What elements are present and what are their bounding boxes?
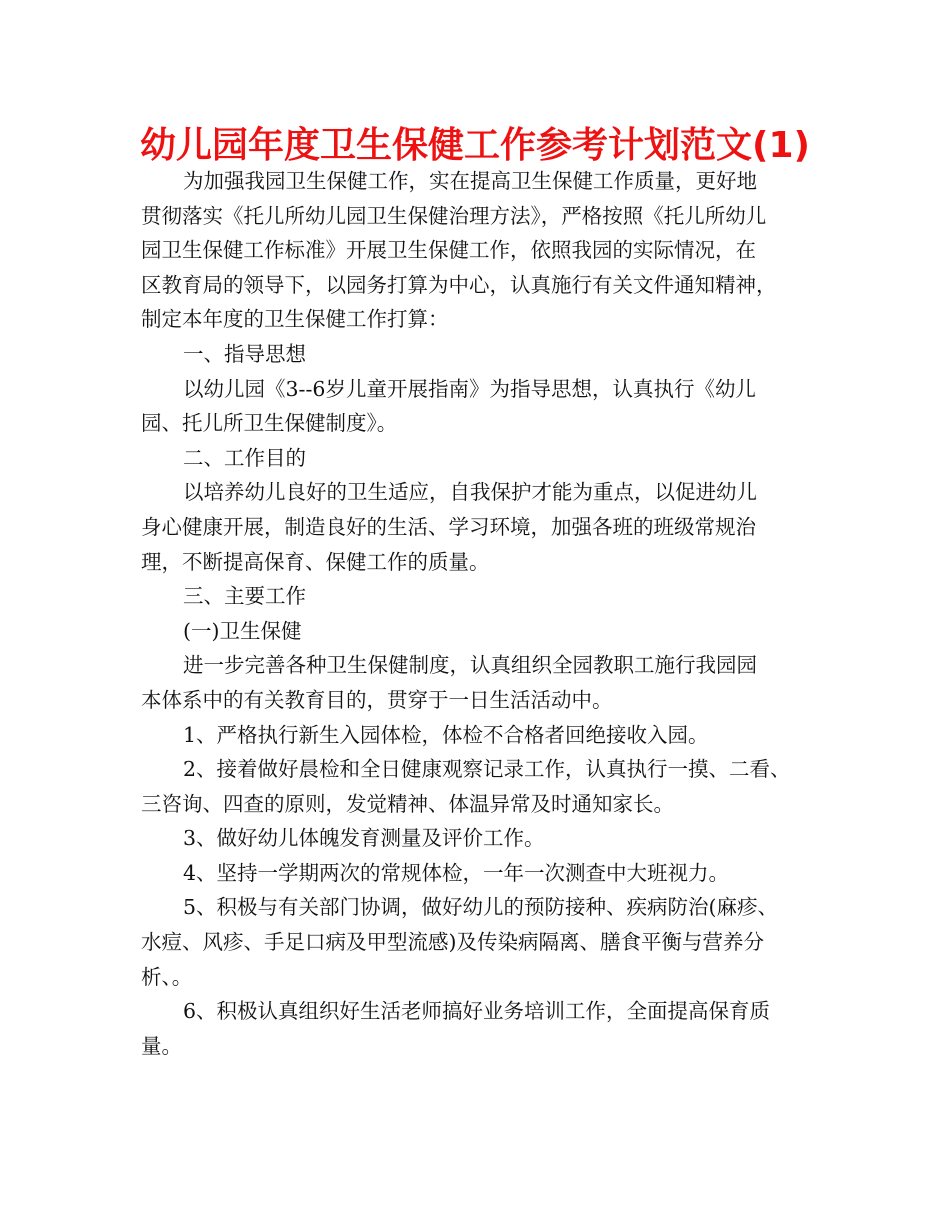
body-line: 区教育局的领导下，以园务打算为中心，认真施行有关文件通知精神，: [141, 272, 777, 297]
section-heading: 二、工作目的: [183, 445, 306, 470]
body-line: 身心健康开展，制造良好的生活、学习环境，加强各班的班级常规治: [141, 514, 756, 539]
body-line: 析、。: [141, 964, 193, 989]
body-line: 贯彻落实《托儿所幼儿园卫生保健治理方法》，严格按照《托儿所幼儿: [141, 203, 767, 228]
list-item: 6、积极认真组织好生活老师搞好业务培训工作，全面提高保育质: [183, 999, 771, 1024]
body-line: 进一步完善各种卫生保健制度，认真组织全园教职工施行我园园: [183, 653, 757, 678]
document-title: 幼儿园年度卫生保健工作参考计划范文(1): [140, 125, 810, 166]
section-heading: 三、主要工作: [183, 584, 306, 609]
list-item: 1、严格执行新生入园体检，体检不合格者回绝接收入园。: [183, 722, 709, 747]
body-line: 园、托儿所卫生保健制度》。: [141, 411, 398, 436]
subsection-heading: (一)卫生保健: [183, 618, 302, 643]
body-line: 量。: [141, 1033, 182, 1058]
list-item: 4、坚持一学期两次的常规体检，一年一次测查中大班视力。: [183, 860, 730, 885]
body-line: 制定本年度的卫生保健工作打算：: [141, 307, 449, 332]
body-line: 水痘、风疹、手足口病及甲型流感)及传染病隔离、膳食平衡与营养分: [141, 930, 764, 955]
body-line: 园卫生保健工作标准》开展卫生保健工作，依照我园的实际情况，在: [141, 238, 756, 263]
body-line: 以培养幼儿良好的卫生适应，自我保护才能为重点，以促进幼儿: [183, 480, 757, 505]
body-line: 三咨询、四查的原则，发觉精神、体温异常及时通知家长。: [141, 791, 674, 816]
list-item: 2、接着做好晨检和全日健康观察记录工作，认真执行一摸、二看、: [183, 757, 791, 782]
body-line: 理，不断提高保育、保健工作的质量。: [141, 549, 490, 574]
body-line: 为加强我园卫生保健工作，实在提高卫生保健工作质量，更好地: [183, 169, 757, 193]
list-item: 3、做好幼儿体魄发育测量及评价工作。: [183, 826, 545, 851]
body-line: 以幼儿园《3--6岁儿童开展指南》为指导思想，认真执行《幼儿: [183, 376, 756, 401]
body-line: 本体系中的有关教育目的，贯穿于一日生活活动中。: [141, 687, 613, 712]
document-body: [141, 164, 826, 1063]
list-item: 5、积极与有关部门协调，做好幼儿的预防接种、疾病防治(麻疹、: [183, 895, 779, 920]
section-heading: 一、指导思想: [183, 341, 306, 366]
